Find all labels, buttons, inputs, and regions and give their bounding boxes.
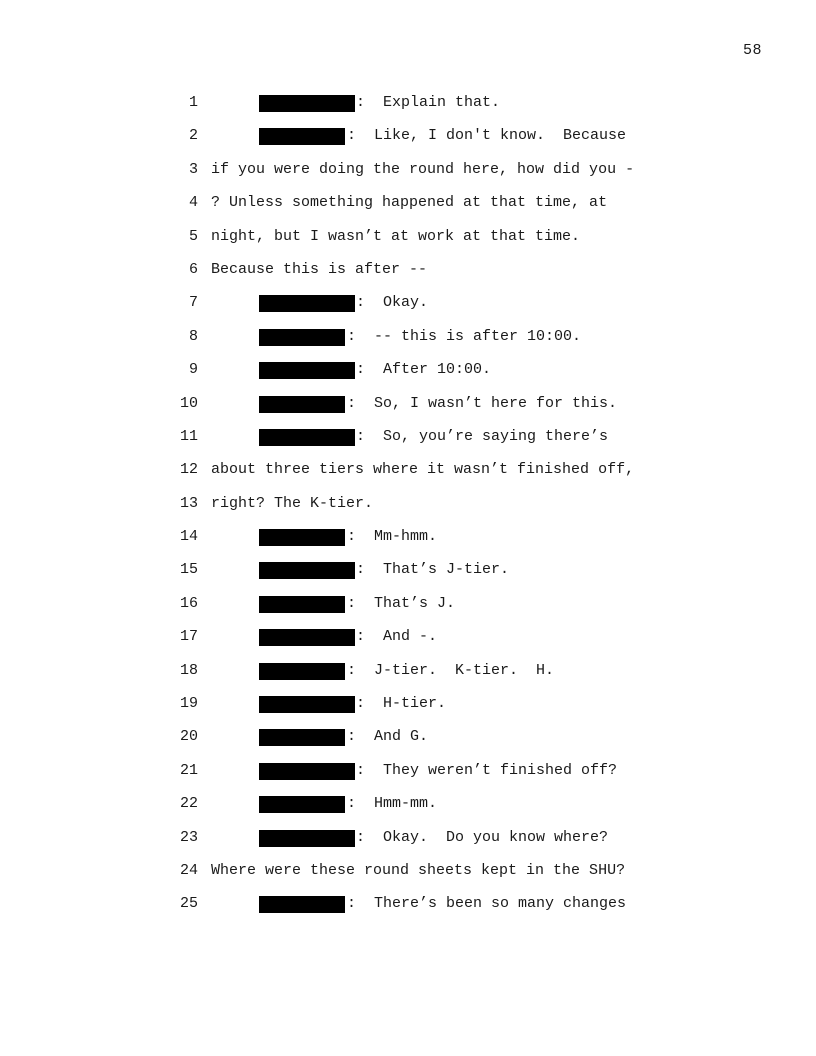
transcript-line bbox=[0, 754, 816, 787]
continuation-text: right? The K-tier. bbox=[211, 494, 374, 512]
spoken-text: : Mm-hmm. bbox=[347, 528, 438, 546]
continuation-text: Where were these round sheets kept in the SHU? bbox=[211, 861, 626, 879]
spoken-text: : Like, I don't know. Because bbox=[347, 127, 627, 145]
spoken-text: : Hmm-mm. bbox=[347, 795, 438, 813]
line-number: 24 bbox=[179, 861, 198, 879]
line-number: 1 bbox=[188, 94, 198, 111]
line-number: 7 bbox=[188, 294, 198, 312]
line-number: 16 bbox=[179, 594, 198, 612]
spoken-text: : And -. bbox=[356, 628, 438, 646]
redacted-speaker-name bbox=[259, 896, 345, 913]
spoken-text: : J-tier. K-tier. H. bbox=[347, 661, 555, 679]
transcript-line bbox=[0, 420, 816, 453]
line-number: 17 bbox=[179, 628, 198, 646]
line-number: 2 bbox=[188, 127, 198, 145]
redacted-speaker-name bbox=[259, 663, 345, 680]
transcript-line bbox=[0, 86, 816, 119]
transcript-line bbox=[0, 854, 816, 887]
line-number: 19 bbox=[179, 695, 198, 713]
transcript-body bbox=[0, 86, 816, 921]
transcript-line bbox=[0, 253, 816, 286]
line-number: 6 bbox=[188, 260, 198, 278]
redacted-speaker-name bbox=[259, 128, 345, 145]
line-number: 20 bbox=[179, 728, 198, 746]
transcript-line bbox=[0, 821, 816, 854]
redacted-speaker-name bbox=[259, 562, 355, 579]
redacted-speaker-name bbox=[259, 329, 345, 346]
line-number: 12 bbox=[179, 461, 198, 479]
transcript-line bbox=[0, 487, 816, 520]
continuation-text: about three tiers where it wasn’t finished off, bbox=[211, 461, 635, 479]
transcript-line bbox=[0, 387, 816, 420]
continuation-text: Because this is after -- bbox=[211, 260, 428, 278]
transcript-line bbox=[0, 787, 816, 820]
spoken-text: : And G. bbox=[347, 728, 429, 746]
continuation-text: ? Unless something happened at that time, at bbox=[211, 194, 608, 212]
redacted-speaker-name bbox=[259, 295, 355, 312]
line-number: 15 bbox=[179, 561, 198, 579]
spoken-text: : There’s been so many changes bbox=[347, 895, 627, 913]
redacted-speaker-name bbox=[259, 362, 355, 379]
spoken-text: : Okay. bbox=[356, 294, 429, 312]
transcript-line bbox=[0, 587, 816, 620]
spoken-text: : So, I wasn’t here for this. bbox=[347, 394, 618, 412]
line-number: 18 bbox=[179, 661, 198, 679]
spoken-text: : -- this is after 10:00. bbox=[347, 327, 582, 345]
continuation-text: night, but I wasn’t at work at that time. bbox=[211, 227, 581, 245]
line-number: 11 bbox=[179, 427, 198, 445]
redacted-speaker-name bbox=[259, 830, 355, 847]
transcript-line bbox=[0, 887, 816, 920]
line-number: 4 bbox=[188, 194, 198, 212]
transcript-line bbox=[0, 353, 816, 386]
redacted-speaker-name bbox=[259, 396, 345, 413]
transcript-line bbox=[0, 320, 816, 353]
redacted-speaker-name bbox=[259, 429, 355, 446]
line-number: 21 bbox=[179, 761, 198, 779]
transcript-line bbox=[0, 520, 816, 553]
redacted-speaker-name bbox=[259, 95, 355, 112]
page-number: 58 bbox=[742, 42, 762, 59]
spoken-text: : They weren’t finished off? bbox=[356, 761, 618, 779]
transcript-line bbox=[0, 687, 816, 720]
transcript-line bbox=[0, 720, 816, 753]
redacted-speaker-name bbox=[259, 596, 345, 613]
redacted-speaker-name bbox=[259, 629, 355, 646]
transcript-line bbox=[0, 286, 816, 319]
line-number: 25 bbox=[179, 895, 198, 913]
spoken-text: : That’s J-tier. bbox=[356, 561, 510, 579]
transcript-line bbox=[0, 119, 816, 152]
spoken-text: : That’s J. bbox=[347, 594, 456, 612]
spoken-text: : So, you’re saying there’s bbox=[356, 427, 609, 445]
transcript-line bbox=[0, 654, 816, 687]
line-number: 23 bbox=[179, 828, 198, 846]
transcript-line bbox=[0, 186, 816, 219]
continuation-text: if you were doing the round here, how did you - bbox=[211, 160, 635, 178]
line-number: 10 bbox=[179, 394, 198, 412]
transcript-line bbox=[0, 453, 816, 486]
line-number: 22 bbox=[179, 795, 198, 813]
transcript-line bbox=[0, 220, 816, 253]
redacted-speaker-name bbox=[259, 729, 345, 746]
redacted-speaker-name bbox=[259, 529, 345, 546]
line-number: 8 bbox=[188, 327, 198, 345]
spoken-text: : Explain that. bbox=[356, 94, 501, 111]
line-number: 13 bbox=[179, 494, 198, 512]
redacted-speaker-name bbox=[259, 763, 355, 780]
transcript-line bbox=[0, 620, 816, 653]
line-number: 5 bbox=[188, 227, 198, 245]
transcript-line bbox=[0, 553, 816, 586]
redacted-speaker-name bbox=[259, 796, 345, 813]
spoken-text: : Okay. Do you know where? bbox=[356, 828, 609, 846]
redacted-speaker-name bbox=[259, 696, 355, 713]
line-number: 3 bbox=[188, 160, 198, 178]
transcript-line bbox=[0, 153, 816, 186]
line-number: 14 bbox=[179, 528, 198, 546]
line-number: 9 bbox=[188, 361, 198, 379]
spoken-text: : After 10:00. bbox=[356, 361, 492, 379]
spoken-text: : H-tier. bbox=[356, 695, 447, 713]
